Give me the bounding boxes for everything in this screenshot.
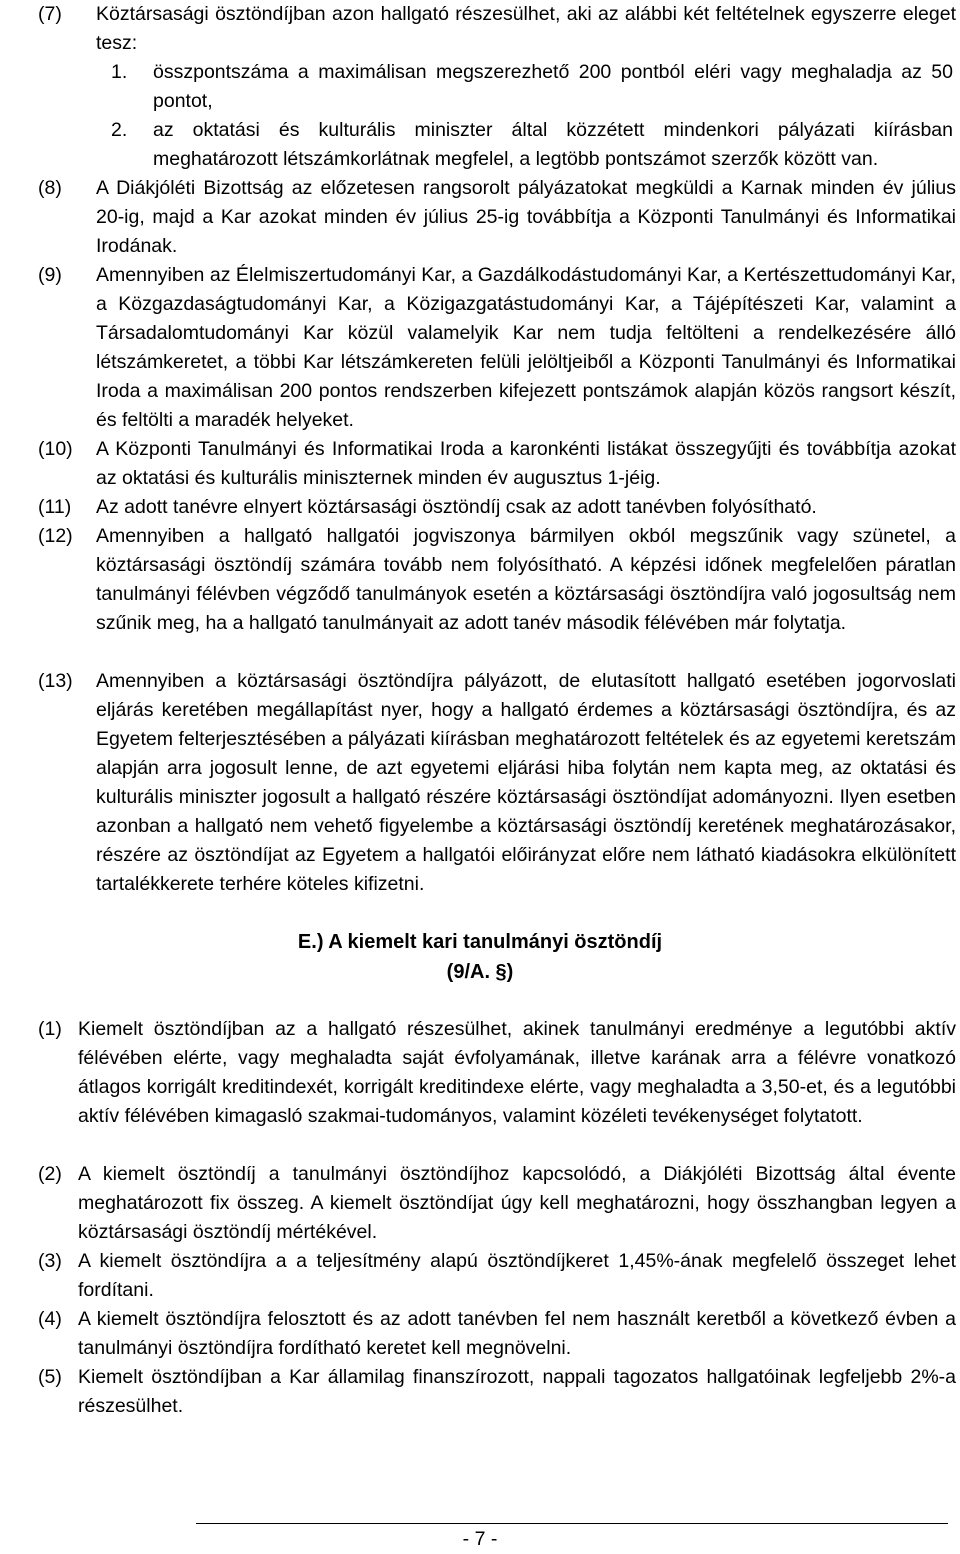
list-number: 1. [111,61,128,83]
list-text: összpontszáma a maximálisan megszerezhető 200 pontból eléri vagy meghaladja az 50 pontot, [153,61,953,112]
list-number: 2. [111,119,128,141]
paragraph-text: A kiemelt ösztöndíj a tanulmányi ösztöndíjhoz kapcsolódó, a Diákjóléti Bizottság által évente meghatározott fix összeg. A kiemelt ösztöndíjat úgy kell meghatározni, hogy összhangban legyen a köztársasági ösztöndíj mértékével. [78,1163,956,1243]
page-number: - 7 - [462,1528,498,1550]
section-reference: (9/A. §) [446,961,514,983]
paragraph-number: (7) [38,3,62,25]
paragraph-number: (13) [38,670,73,692]
paragraph-text: Amennyiben az Élelmiszertudományi Kar, a Gazdálkodástudományi Kar, a Kertészettudományi Kar, a Közgazdaságtudományi Kar, a Közigazgatástudományi Kar, a Tájépítészeti Kar, valamint a Társadalomtudományi Kar közül valamelyik Kar nem tudja feltölteni a rendelkezésére álló létszámkeretet, a többi Kar létszámkereten felüli jelöltjeiből a Központi Tanulmányi és Informatikai Iroda a maximálisan 200 pontos rendszerben kifejezett pontszámok alapján közös rangsort készít, és feltölti a maradék helyeket. [96,264,956,431]
paragraph-12 [38,522,956,638]
paragraph-text: Amennyiben a köztársasági ösztöndíjra pályázott, de elutasított hallgató esetében jogorvoslati eljárás keretében megállapítást nyer, hogy a hallgató érdemes a köztársasági ösztöndíjra, és az Egyetem felterjesztésében a pályázati kiírásban meghatározott feltételek és az egyetemi keretszám alapján arra jogosult lenne, de azt egyetemi eljárási hiba folytán nem kapta meg, az oktatási és kulturális miniszter jogosult a hallgató részére köztársasági ösztöndíjat adományozni. Ilyen esetben azonban a hallgató nem vehető figyelembe a köztársasági ösztöndíj keretének meghatározásakor, részére az ösztöndíjat az Egyetem a hallgatói előirányzat előre nem látható kiadásokra elkülönített tartalékkerete terhére köteles kifizetni. [96,670,956,895]
section-title: E.) A kiemelt kari tanulmányi ösztöndíj [297,931,663,953]
section-paragraph-2 [38,1160,956,1247]
section-paragraph-3 [38,1247,956,1305]
paragraph-text: Köztársasági ösztöndíjban azon hallgató részesülhet, aki az alábbi két feltételnek egyszerre eleget tesz: [96,3,956,54]
section-paragraph-4 [38,1305,956,1363]
footer-divider [196,1523,948,1524]
paragraph-number: (8) [38,177,62,199]
paragraph-number: (1) [38,1018,62,1040]
section-paragraph-1 [38,1015,956,1131]
paragraph-text: A Központi Tanulmányi és Informatikai Iroda a karonkénti listákat összegyűjti és továbbítja azokat az oktatási és kulturális miniszternek minden év augusztus 1-jéig. [96,438,956,489]
list-text: az oktatási és kulturális miniszter által közzétett mindenkori pályázati kiírásban meghatározott létszámkorlátnak megfelel, a legtöbb pontszámot szerzők között van. [153,119,953,170]
paragraph-number: (12) [38,525,73,547]
paragraph-7 [38,0,956,58]
section-paragraph-5 [38,1363,956,1421]
paragraph-number: (3) [38,1250,62,1272]
paragraph-number: (4) [38,1308,62,1330]
paragraph-number: (11) [38,496,72,518]
paragraph-number: (10) [38,438,73,460]
paragraph-text: Kiemelt ösztöndíjban az a hallgató részesülhet, akinek tanulmányi eredménye a legutóbbi aktív félévében elérte, vagy meghaladta saját évfolyamának, illetve karának arra a félévre vonatkozó átlagos korrigált kreditindexét, korrigált kreditindexe elérte, vagy meghaladta a 3,50-et, és a legutóbbi aktív félévében kimagasló szakmai-tudományos, valamint közéleti tevékenységet folytatott. [78,1018,956,1127]
list-item-7-2 [111,116,953,174]
paragraph-number: (9) [38,264,62,286]
paragraph-text: Kiemelt ösztöndíjban a Kar államilag finanszírozott, nappali tagozatos hallgatóinak legfeljebb 2%-a részesülhet. [78,1366,956,1417]
paragraph-8 [38,174,956,261]
paragraph-text: A kiemelt ösztöndíjra felosztott és az adott tanévben fel nem használt keretből a következő évben a tanulmányi ösztöndíjra fordítható keretet kell megnövelni. [78,1308,956,1359]
list-item-7-1 [111,58,953,116]
paragraph-text: A Diákjóléti Bizottság az előzetesen rangsorolt pályázatokat megküldi a Karnak minden év július 20-ig, majd a Kar azokat minden év július 25-ig továbbítja a Központi Tanulmányi és Informatikai Irodának. [96,177,956,257]
paragraph-10 [38,435,956,493]
paragraph-number: (2) [38,1163,62,1185]
paragraph-number: (5) [38,1366,62,1388]
paragraph-11 [38,493,956,522]
paragraph-text: Amennyiben a hallgató hallgatói jogviszonya bármilyen okból megszűnik vagy szünetel, a köztársasági ösztöndíj számára tovább nem folyósítható. A képzési időnek megfelelően páratlan tanulmányi félévben végződő tanulmányok esetén a köztársasági ösztöndíjra való jogosultság nem szűnik meg, ha a hallgató tanulmányait az adott tanév második félévében már folytatja. [96,525,956,634]
paragraph-9 [38,261,956,435]
paragraph-13 [38,667,956,899]
paragraph-text: A kiemelt ösztöndíjra a a teljesítmény alapú ösztöndíjkeret 1,45%-ának megfelelő összeget lehet fordítani. [78,1250,956,1301]
paragraph-text: Az adott tanévre elnyert köztársasági ösztöndíj csak az adott tanévben folyósítható. [96,496,817,518]
